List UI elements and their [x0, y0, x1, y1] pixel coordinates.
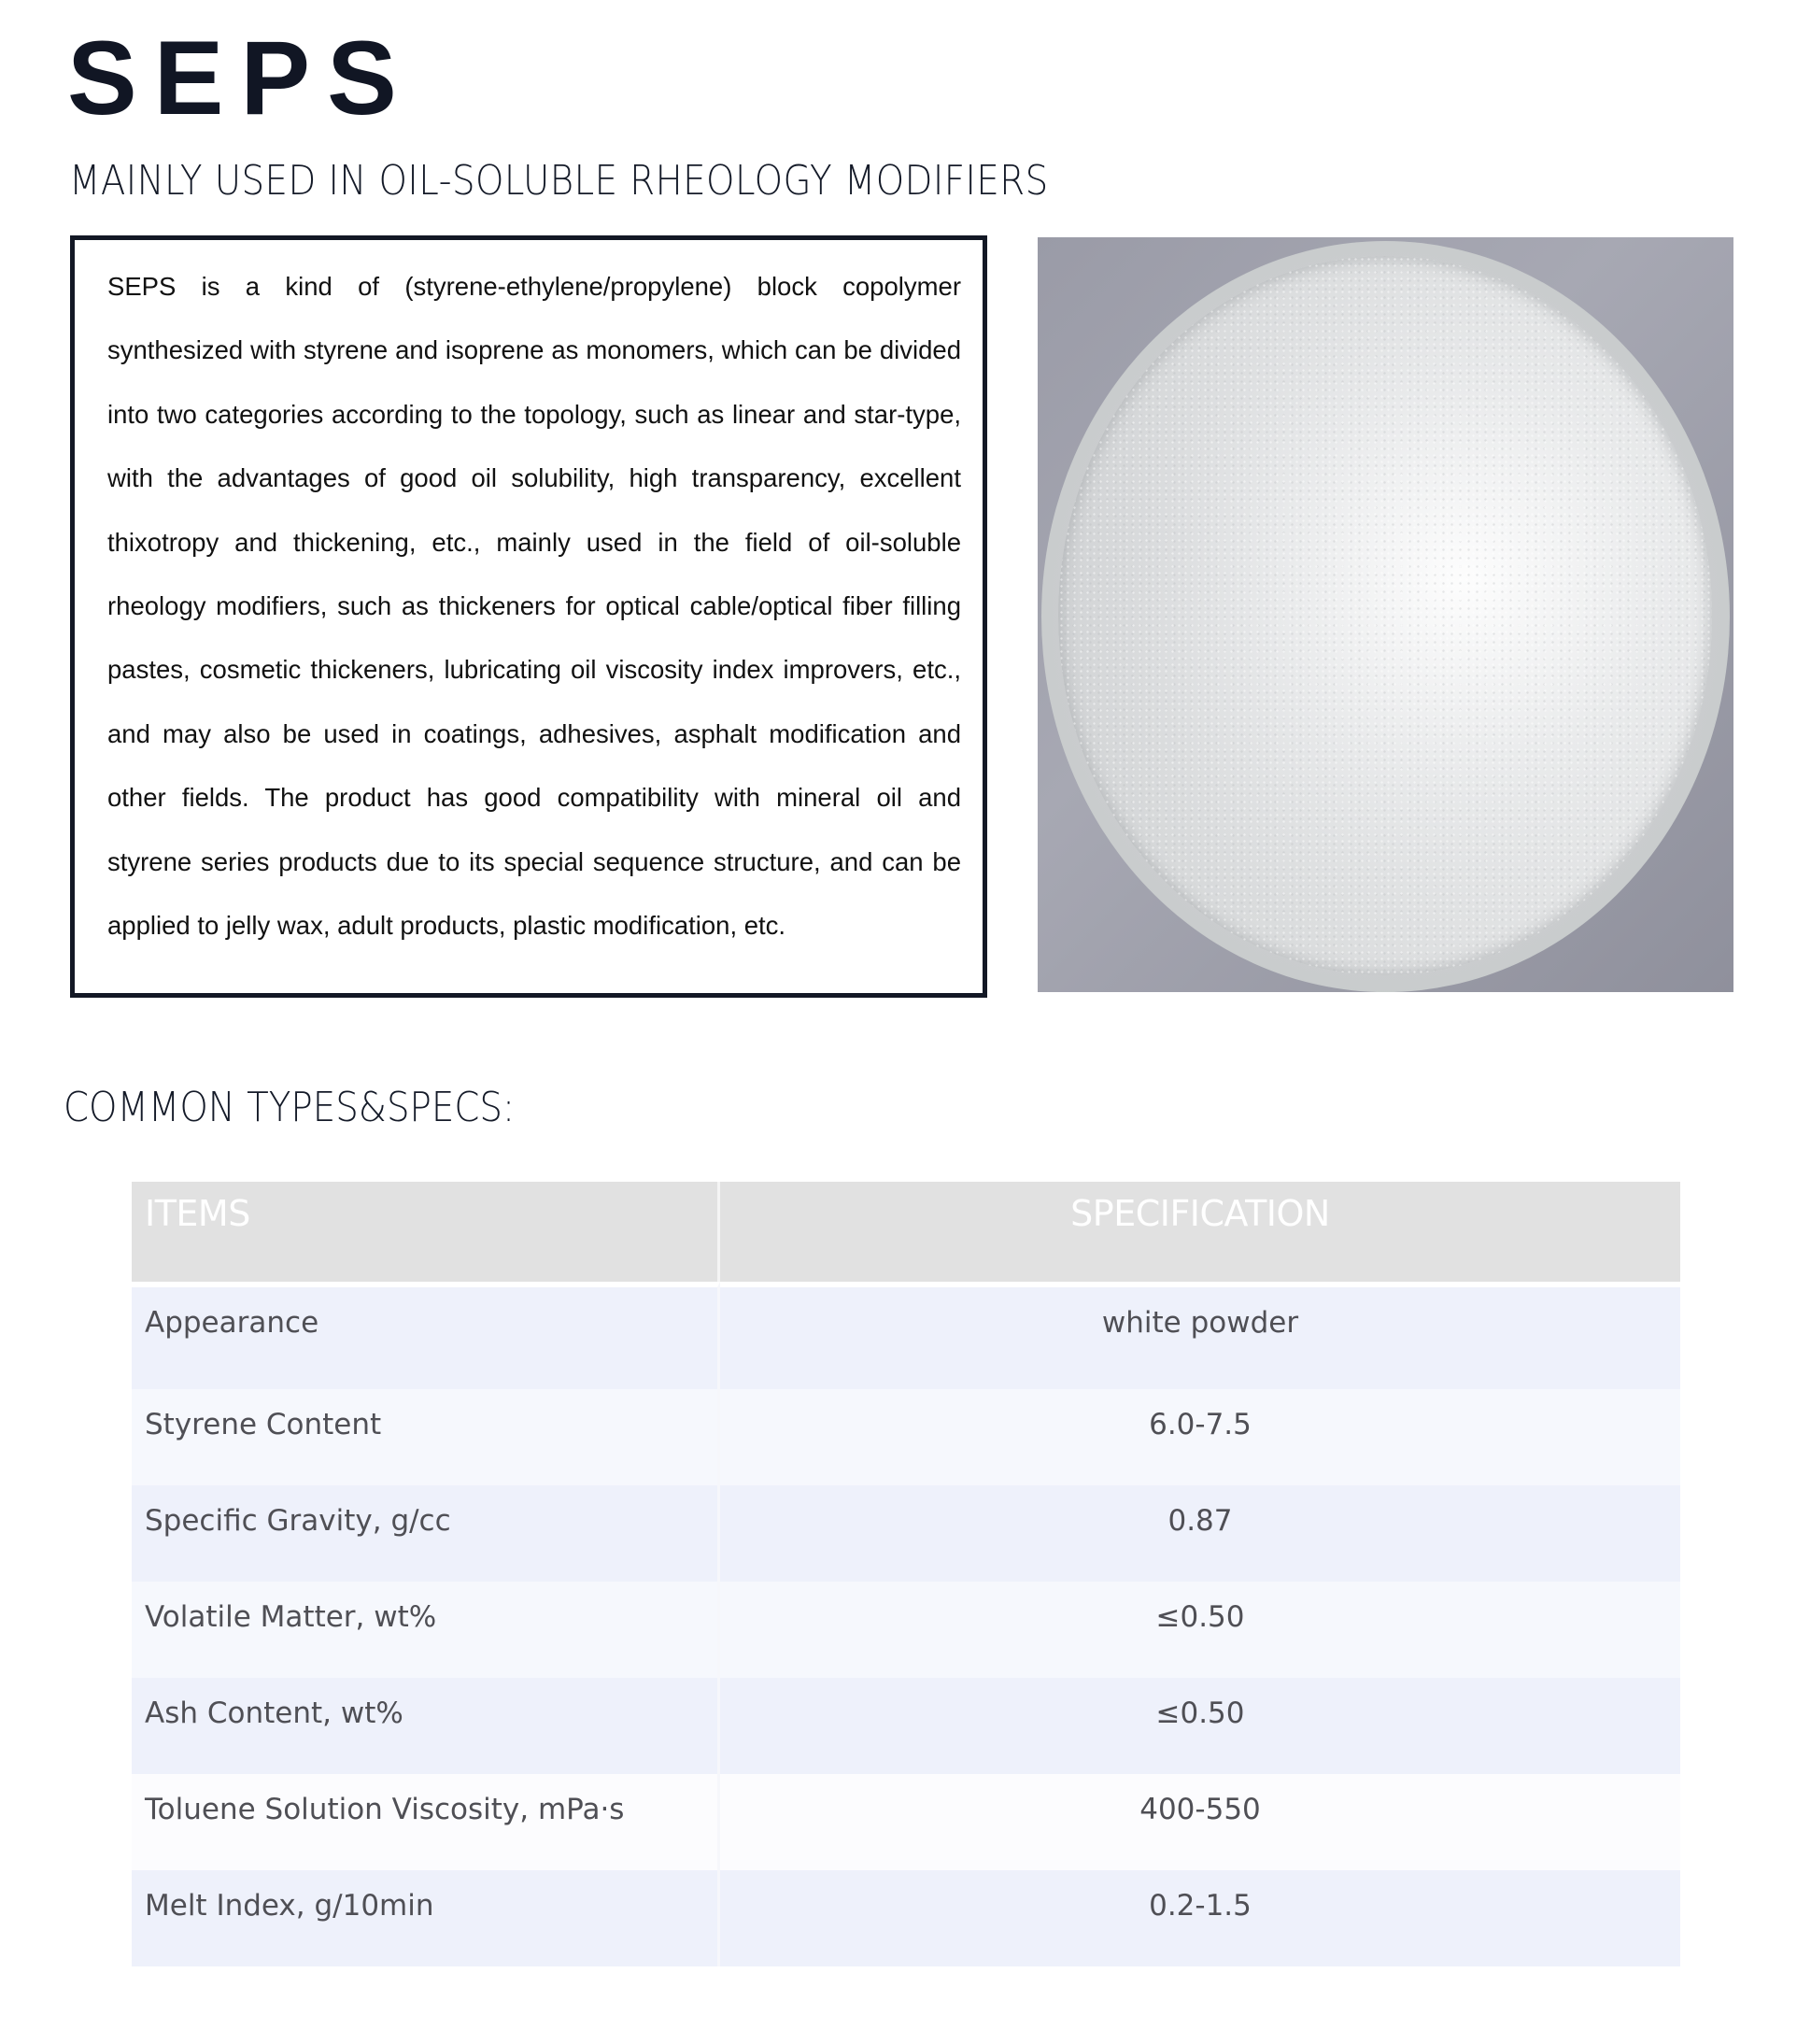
item-cell: Melt Index, g/10min: [132, 1870, 720, 1966]
table-row: [132, 1389, 1680, 1485]
description-box: [70, 235, 987, 998]
spec-cell: ≤0.50: [720, 1582, 1680, 1678]
table-row: [132, 1774, 1680, 1870]
item-cell: Appearance: [132, 1282, 720, 1389]
page-title: SEPS: [67, 20, 414, 136]
description-text: SEPS is a kind of (styrene-ethylene/propylene) block copolymer synthesized with styrene and isoprene as monomers, which can be divided into two categories according to the topology, such as linear and star-type, with the advantages of good oil solubility, high transparency, excellent thixotropy and thickening, etc., mainly used in the field of oil-soluble rheology modifiers, such as thickeners for optical cable/optical fiber filling pastes, cosmetic thickeners, lubricating oil viscosity index improvers, etc., and may also be used in coatings, adhesives, asphalt modification and other fields. The product has good compatibility with mineral oil and styrene series products due to its special sequence structure, and can be applied to jelly wax, adult products, plastic modification, etc.: [107, 272, 961, 941]
specs-table: [132, 1182, 1680, 1966]
table-row: [132, 1582, 1680, 1678]
spec-cell: 0.2-1.5: [720, 1870, 1680, 1966]
spec-cell: 6.0-7.5: [720, 1389, 1680, 1485]
spec-cell: ≤0.50: [720, 1678, 1680, 1774]
page-subtitle: MAINLY USED IN OIL-SOLUBLE RHEOLOGY MODIFIERS: [69, 157, 1049, 205]
item-cell: Specific Gravity, g/cc: [132, 1485, 720, 1582]
column-header-specification: SPECIFICATION: [720, 1182, 1680, 1282]
table-header-row: [132, 1182, 1680, 1282]
powder-texture: [1058, 256, 1712, 975]
spec-cell: white powder: [720, 1282, 1680, 1389]
table-row: [132, 1678, 1680, 1774]
item-cell: Ash Content, wt%: [132, 1678, 720, 1774]
table-row: [132, 1485, 1680, 1582]
spec-cell: 0.87: [720, 1485, 1680, 1582]
table-row: [132, 1282, 1680, 1389]
spec-cell: 400-550: [720, 1774, 1680, 1870]
specs-heading: COMMON TYPES&SPECS:: [64, 1084, 516, 1131]
item-cell: Toluene Solution Viscosity, mPa·s: [132, 1774, 720, 1870]
product-photo: [1038, 237, 1733, 992]
table-row: [132, 1870, 1680, 1966]
column-header-items: ITEMS: [132, 1182, 720, 1282]
item-cell: Volatile Matter, wt%: [132, 1582, 720, 1678]
item-cell: Styrene Content: [132, 1389, 720, 1485]
